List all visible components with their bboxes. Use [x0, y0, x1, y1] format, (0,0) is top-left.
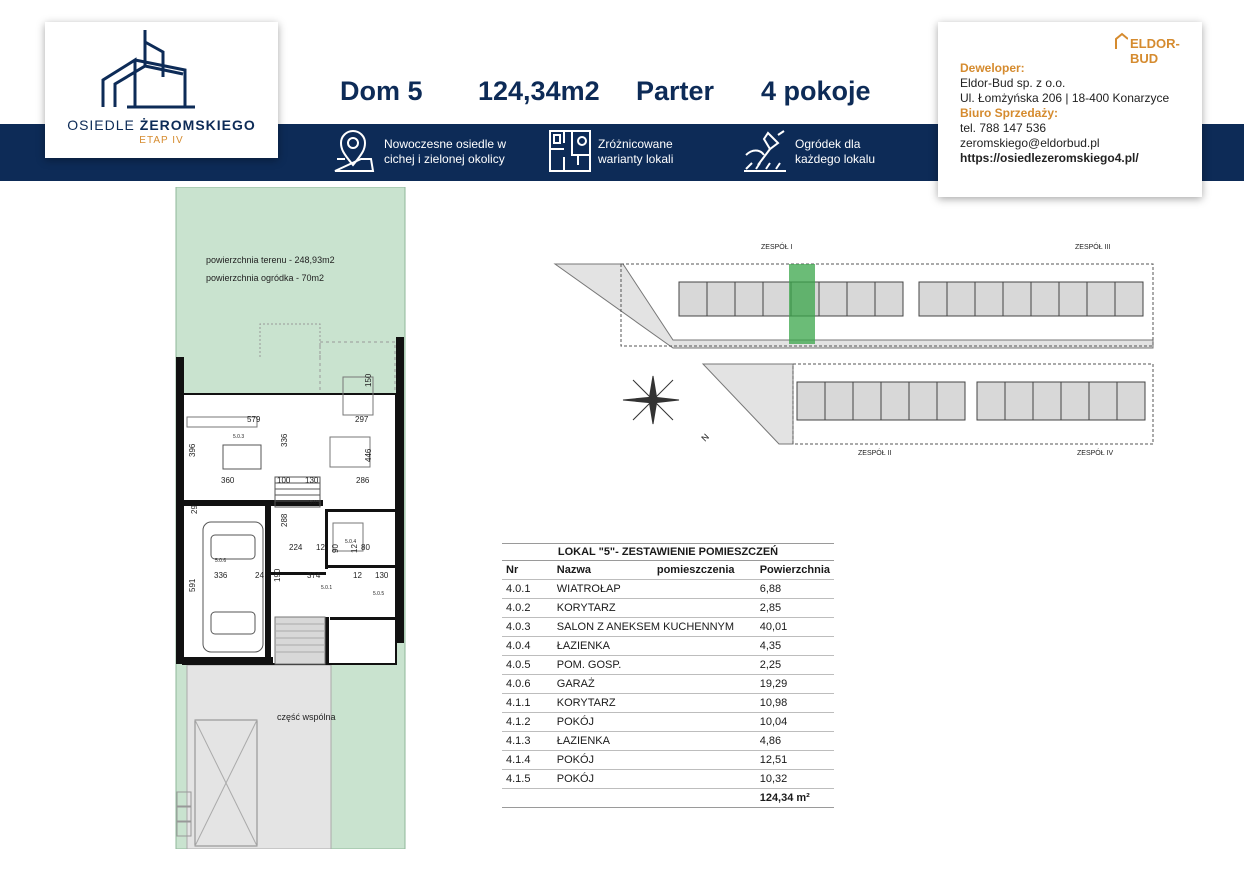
svg-text:579: 579 — [247, 415, 261, 424]
floorplan-icon — [548, 129, 592, 173]
table-row: 4.1.4 POKÓJ 12,51 — [502, 751, 834, 770]
rooms-table-header: Nr Nazwa pomieszczenia Powierzchnia — [502, 561, 834, 580]
zespol-2-label: ZESPÓŁ II — [858, 450, 892, 457]
rooms-table-total: 124,34 m² — [502, 789, 834, 808]
svg-text:150: 150 — [364, 373, 373, 387]
shared-area — [187, 665, 331, 849]
svg-text:374: 374 — [307, 571, 321, 580]
shared-area-label: część wspólna — [277, 712, 336, 722]
logo-card — [45, 22, 278, 158]
svg-text:336: 336 — [214, 571, 228, 580]
developer-card — [938, 22, 1202, 197]
table-row: 4.1.1 KORYTARZ 10,98 — [502, 694, 834, 713]
room-count: 4 pokoje — [761, 76, 871, 106]
svg-text:5.0.2: 5.0.2 — [309, 500, 321, 506]
plot-area-label: powierzchnia terenu - 248,93m2 — [206, 255, 335, 265]
website-link[interactable]: https://osiedlezeromskiego4.pl/ — [960, 151, 1139, 165]
feature-variants: Zróżnicowane warianty lokali — [598, 137, 674, 166]
highlighted-house-5 — [789, 264, 815, 344]
developer-address: Ul. Łomżyńska 206 | 18-400 Konarzyce — [960, 91, 1170, 105]
svg-text:5.0.1: 5.0.1 — [321, 585, 333, 591]
table-row: 4.0.2 KORYTARZ 2,85 — [502, 599, 834, 618]
sales-label: Biuro Sprzedaży: — [960, 106, 1059, 120]
zespol-1-label: ZESPÓŁ I — [761, 244, 793, 251]
svg-text:190: 190 — [273, 568, 282, 582]
eldor-logo-icon — [1114, 32, 1128, 50]
svg-text:12: 12 — [353, 571, 362, 580]
svg-text:5.0.5: 5.0.5 — [373, 591, 385, 597]
zespol-3-label: ZESPÓŁ III — [1075, 244, 1111, 251]
svg-text:130: 130 — [375, 571, 389, 580]
rooms-table-title: LOKAL "5"- ZESTAWIENIE POMIESZCZEŃ — [502, 544, 834, 561]
house-number: Dom 5 — [340, 76, 423, 106]
developer-company: Eldor-Bud sp. z o.o. — [960, 76, 1066, 90]
svg-text:591: 591 — [188, 578, 197, 592]
svg-text:360: 360 — [221, 476, 235, 485]
svg-text:130: 130 — [305, 476, 319, 485]
logo-stage: ETAP IV — [139, 135, 184, 146]
compass-rose-icon — [623, 376, 679, 424]
house-logo-icon — [45, 22, 278, 117]
zespol-4-label: ZESPÓŁ IV — [1077, 450, 1114, 457]
svg-text:90: 90 — [331, 544, 340, 553]
table-row: 4.0.3 SALON Z ANEKSEM KUCHENNYM 40,01 — [502, 618, 834, 637]
table-row: 4.1.2 POKÓJ 10,04 — [502, 713, 834, 732]
table-row: 4.1.5 POKÓJ 10,32 — [502, 770, 834, 789]
svg-text:5.0.6: 5.0.6 — [215, 558, 227, 564]
site-plan — [553, 240, 1158, 460]
svg-text:100: 100 — [277, 476, 291, 485]
svg-text:286: 286 — [356, 476, 370, 485]
developer-brand: ELDOR-BUD — [1130, 36, 1180, 66]
table-row: 4.0.5 POM. GOSP. 2,25 — [502, 656, 834, 675]
garden-icon — [742, 129, 788, 173]
north-label: N — [699, 431, 712, 444]
rooms-table — [502, 543, 834, 808]
svg-text:446: 446 — [364, 448, 373, 462]
table-row: 4.0.1 WIATROŁAP 6,88 — [502, 580, 834, 599]
svg-text:224: 224 — [289, 543, 303, 552]
svg-text:288: 288 — [280, 513, 289, 527]
svg-text:29: 29 — [190, 505, 199, 514]
table-row: 4.1.3 ŁAZIENKA 4,86 — [502, 732, 834, 751]
garden-area-label: powierzchnia ogródka - 70m2 — [206, 273, 325, 283]
svg-text:12: 12 — [316, 543, 325, 552]
svg-text:5.0.3: 5.0.3 — [233, 434, 245, 440]
svg-text:297: 297 — [355, 415, 369, 424]
sales-email[interactable]: zeromskiego@eldorbud.pl — [960, 136, 1100, 150]
feature-location: Nowoczesne osiedle w cichej i zielonej okolicy — [384, 137, 507, 166]
feature-garden: Ogródek dla każdego lokalu — [795, 137, 876, 166]
svg-text:80: 80 — [361, 543, 370, 552]
unit-area: 124,34m2 — [478, 76, 600, 106]
floor-name: Parter — [636, 76, 715, 106]
floor-plan — [175, 187, 407, 849]
developer-label: Deweloper: — [960, 61, 1025, 75]
svg-text:12: 12 — [350, 544, 359, 553]
svg-text:396: 396 — [188, 443, 197, 457]
sales-phone[interactable]: tel. 788 147 536 — [960, 121, 1047, 135]
svg-text:24: 24 — [255, 571, 264, 580]
table-row: 4.0.4 ŁAZIENKA 4,35 — [502, 637, 834, 656]
logo-name: OSIEDLE ŻEROMSKIEGO — [67, 117, 256, 133]
svg-text:336: 336 — [280, 433, 289, 447]
svg-text:5.0.4: 5.0.4 — [345, 539, 357, 545]
table-row: 4.0.6 GARAŻ 19,29 — [502, 675, 834, 694]
map-pin-icon — [333, 129, 375, 173]
